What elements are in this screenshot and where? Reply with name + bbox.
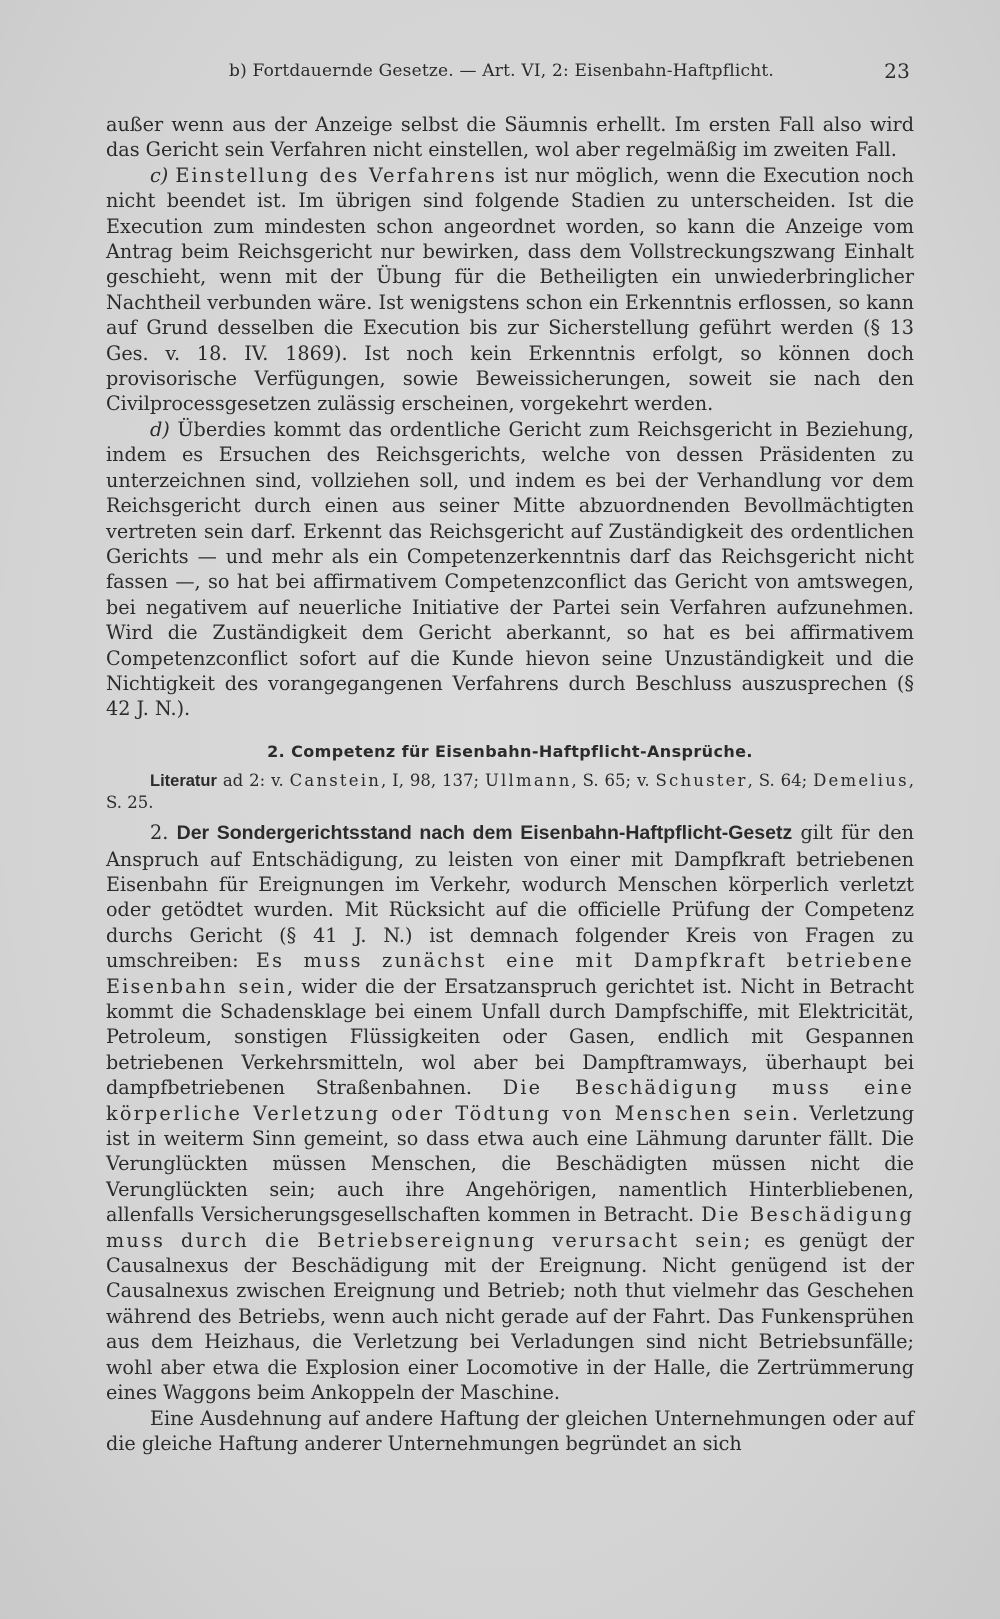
paragraph-c-text: ist nur möglich, wenn die Execution noch nicht beendet ist. Im übrigen sind folgende Stadien zu unterscheiden. Ist die Execution zum mindesten schon angeordnet worden, so kann die Anzeige vom Antrag beim Reichsgericht nur bewirken, dass dem Vollstreckungszwang Einhalt geschieht, wenn mit der Übung für die Betheiligten ein unwiederbringlicher Nachtheil verbunden wäre. Ist wenigstens schon ein Erkenntnis erflossen, so kann auf Grund desselben die Execution bis zur Sicherstellung geführt werden (§ 13 Ges. v. 18. IV. 1869). Ist noch kein Erkenntnis erfolgt, so können doch provisorische Verfügungen, sowie Beweissicherungen, soweit sie nach den Civilprocessgesetzen zulässig erscheinen, vorgekehrt werden.: [106, 163, 914, 416]
literature-note: [106, 770, 914, 814]
paragraph-d-text: Überdies kommt das ordentliche Gericht zum Reichsgericht in Beziehung, indem es Ersuchen des Reichsgerichts, welche von dessen Präsidenten zu unterzeichnen sind, vollziehen soll, und indem es bei der Verhandlung vor dem Reichsgericht durch einen aus seiner Mitte abzuordnenden Bevollmächtigten vertreten sein darf. Erkennt das Reichsgericht auf Zuständigkeit des ordentlichen Gerichts — und mehr als ein Competenzerkenntnis darf das Reichsgericht nicht fassen —, so hat bei affirmativem Competenzconflict das Gericht von amtswegen, bei negativem auf neuerliche Initiative der Partei sein Verfahren aufzunehmen. Wird die Zuständigkeit dem Gericht aberkannt, so hat es bei affirmativem Competenzconflict sofort auf die Kunde hievon seine Unzuständigkeit und die Nichtigkeit des vorangegangenen Verfahrens durch Beschluss auszusprechen (§ 42 J. N.).: [106, 417, 914, 721]
literature-text: , S. 64;: [747, 771, 814, 791]
literature-label: Literatur: [150, 772, 217, 791]
paragraph-c: [106, 163, 914, 417]
paragraph-label-c: c): [150, 163, 169, 187]
paragraph-2-text: ; es genügt der Causalnexus der Beschädigung mit der Ereignung. Nicht genügend ist der Causalnexus zwischen Ereignung und Betrieb; noth thut vielmehr das Geschehen während des Betriebs, wenn auch nicht gerade auf der Fahrt. Das Funkensprühen aus dem Heizhaus, die Verletzung bei Verladungen sind nicht Betriebsunfälle; wohl aber etwa die Explosion einer Locomotive in der Halle, die Zertrümmerung eines Waggons beim Ankoppeln der Maschine.: [106, 1228, 915, 1405]
paragraph-number: 2.: [150, 821, 169, 845]
bold-subheading: Der Sondergerichtsstand nach dem Eisenbahn-Haftpflicht-Gesetz: [176, 822, 793, 845]
page-body: [106, 112, 914, 1456]
paragraph-3: Eine Ausdehnung auf andere Haftung der gleichen Unternehmungen oder auf die gleiche Haftung anderer Unternehmungen begründet an sich: [106, 1406, 914, 1455]
paragraph-label-d: d): [150, 417, 170, 441]
literature-text: , S. 65; v.: [571, 771, 656, 791]
literature-text: , I, 98, 137;: [381, 771, 485, 791]
paragraph-d: [106, 417, 914, 722]
running-header: [229, 61, 910, 81]
paragraph-1: außer wenn aus der Anzeige selbst die Säumnis erhellt. Im ersten Fall also wird das Gericht sein Verfahren nicht einstellen, wol aber regelmäßig im zweiten Fall.: [106, 113, 914, 162]
literature-author: Schuster: [655, 771, 748, 791]
section-heading: 2. Competenz für Eisenbahn-Haftpflicht-Ansprüche.: [267, 741, 753, 761]
emphasis-spaced: Einstellung des Verfahrens: [175, 163, 498, 187]
emphasis-spaced: Es muss zunächst eine mit Dampfkraft betriebene Eisenbahn sein: [106, 949, 914, 998]
paragraph-2: [106, 820, 914, 1405]
literature-author: Canstein: [289, 771, 382, 791]
page-number: 23: [884, 59, 910, 83]
running-title: b) Fortdauernde Gesetze. — Art. VI, 2: Eisenbahn-Haftpflicht.: [229, 61, 774, 81]
literature-author: Ullmann: [484, 771, 572, 791]
paragraph-2-text: , wider die der Ersatzanspruch gerichtet ist. Nicht in Betracht kommt die Schadensklage bei einem Unfall durch Dampfschiffe, mit Elektricität, Petroleum, sonstigen Flüssigkeiten oder Gasen, endlich mit Gespannen betriebenen Verkehrsmitteln, wol aber bei Dampftramways, überhaupt bei dampfbetriebenen Straßenbahnen.: [106, 974, 914, 1100]
emphasis-spaced: Die Beschädigung muss durch die Betriebsereignung verursacht sein: [106, 1203, 914, 1252]
literature-author: Demelius: [813, 771, 909, 791]
paragraph-2-text: gilt für den Anspruch auf Entschädigung, zu leisten von einer mit Dampfkraft betriebenen Eisenbahn für Ereignungen im Verkehr, wodurch Menschen körperlich verletzt oder getödtet wurden. Mit Rücksicht auf die officielle Prüfung der Competenz durchs Gericht (§ 41 J. N.) ist demnach folgender Kreis von Fragen zu umschreiben:: [106, 821, 914, 973]
literature-text: ad 2: v.: [216, 771, 290, 791]
literature-text: , S. 25.: [106, 771, 915, 813]
emphasis-spaced: Die Beschädigung muss eine körperliche Verletzung oder Tödtung von Menschen sein.: [106, 1076, 914, 1125]
paragraph-2-text: Verletzung ist in weiterm Sinn gemeint, so dass etwa auch eine Lähmung darunter fällt. Die Verunglückten müssen Menschen, die Beschädigten müssen nicht die Verunglückten sein; auch ihre Angehörigen, namentlich Hinterbliebenen, allenfalls Versicherungsgesellschaften kommen in Betracht.: [106, 1101, 915, 1227]
